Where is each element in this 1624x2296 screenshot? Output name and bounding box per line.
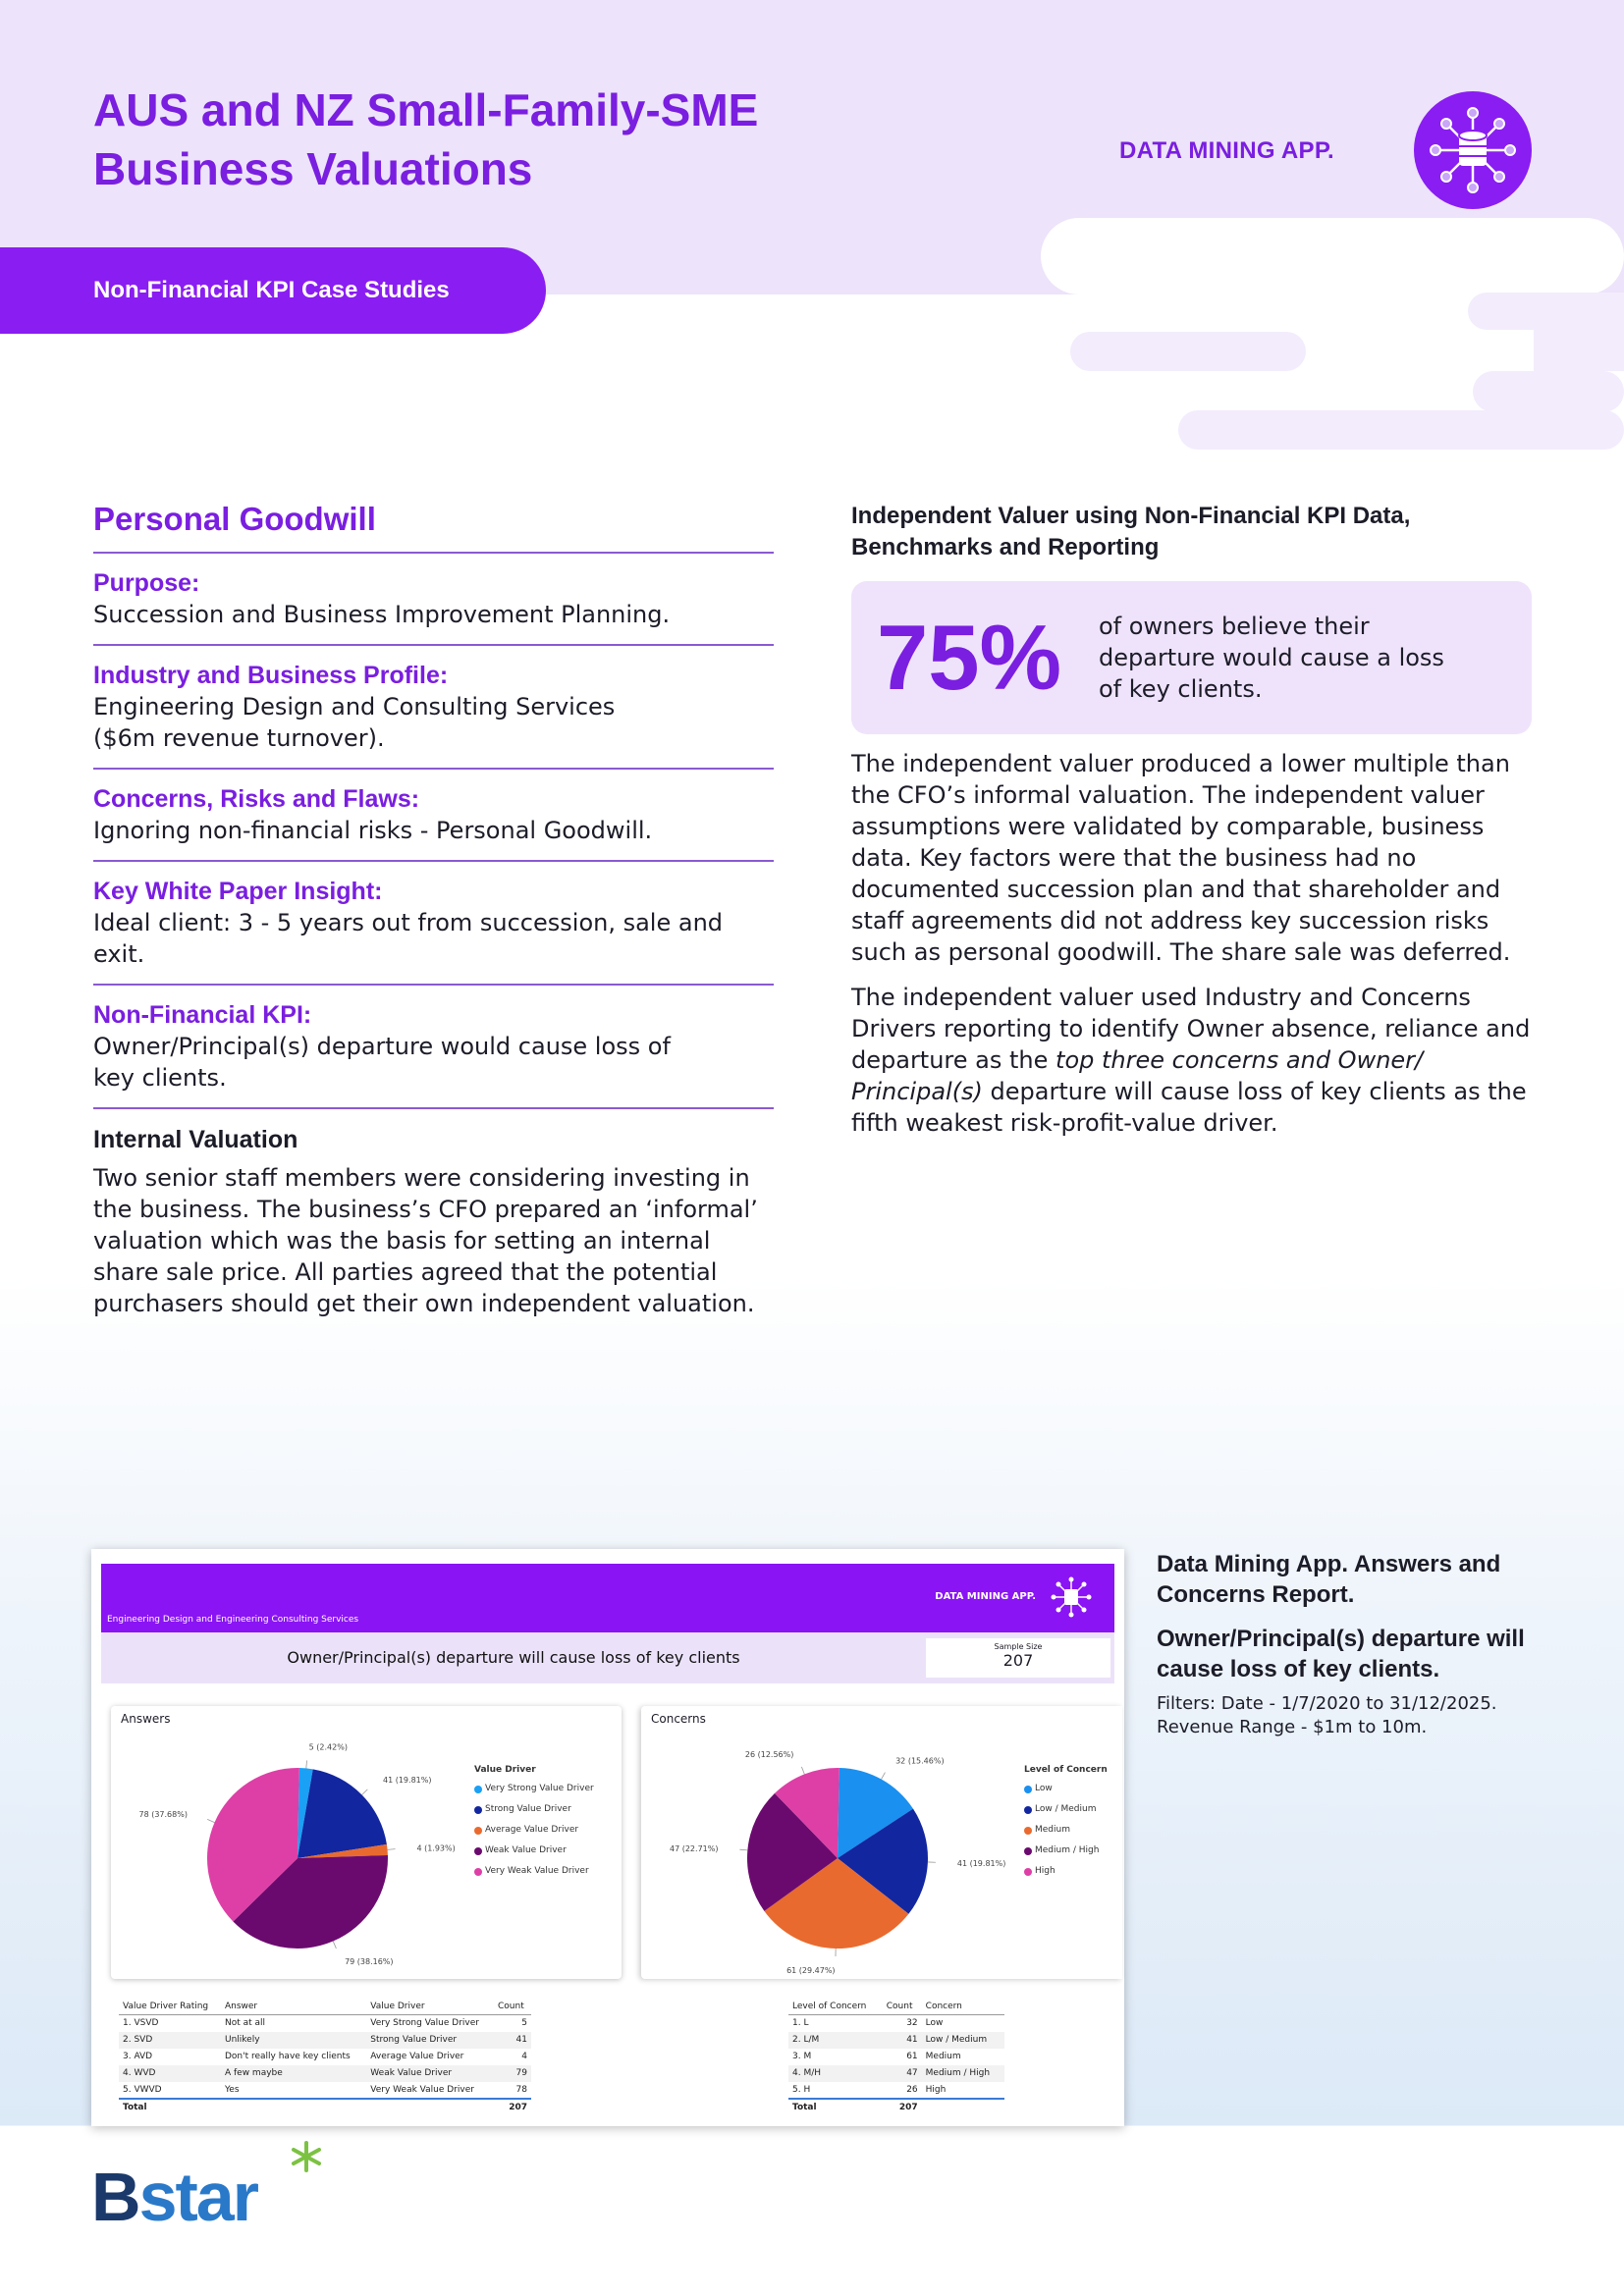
concerns-section <box>93 770 774 862</box>
legend-label: Low / Medium <box>1035 1804 1097 1814</box>
paragraph-2-emphasis: top three concerns and Owner/ Principal(s) <box>851 1046 1424 1105</box>
label-leader-line <box>306 1760 307 1768</box>
internal-valuation-text: Two senior staff members were considering investing in the business. The business’s CFO prepared an ‘informal’ valuation which was the basis for setting an internal share sale price. All parties agreed that the potential purchasers should get their own independent valuation. <box>93 1164 758 1317</box>
legend-swatch <box>474 1868 482 1876</box>
table-cell: Not at all <box>224 2018 266 2029</box>
table-cell: 4. M/H <box>788 2065 883 2082</box>
category-tag: Non-Financial KPI Case Studies <box>0 247 546 334</box>
table-cell: 78 <box>515 2084 527 2095</box>
dashboard-caption <box>1157 1549 1569 1739</box>
section-label: Concerns, Risks and Flaws: <box>93 785 420 813</box>
legend-item[interactable] <box>1024 1841 1108 1861</box>
dashboard-report <box>91 1549 1124 2126</box>
cloud-decoration <box>1534 293 1624 371</box>
sample-size-box <box>926 1638 1110 1678</box>
table-cell: High <box>925 2084 947 2095</box>
app-label: DATA MINING APP. <box>1119 137 1335 164</box>
paragraph-2 <box>851 982 1532 1139</box>
kpi-section <box>93 986 774 1109</box>
purpose-section <box>93 554 774 646</box>
table-cell: Low <box>925 2018 944 2029</box>
pie-data-label: 78 (37.68%) <box>138 1809 188 1819</box>
bstar-logo <box>91 2158 257 2236</box>
table-cell: Yes <box>224 2084 240 2095</box>
section-text: Owner/Principal(s) departure would cause loss of key clients. <box>93 1033 671 1092</box>
table-cell: Total <box>788 2099 883 2115</box>
dashboard-brand: DATA MINING APP. <box>935 1591 1036 1602</box>
table-row <box>119 2032 531 2049</box>
legend-label: High <box>1035 1866 1056 1876</box>
legend-item[interactable] <box>1024 1861 1108 1882</box>
table-row <box>119 2015 531 2032</box>
right-heading: Independent Valuer using Non-Financial KPI Data, Benchmarks and Reporting <box>851 503 1411 561</box>
table-cell: 5. H <box>792 2084 811 2095</box>
cloud-decoration <box>1070 332 1306 371</box>
table-cell: 5 <box>521 2018 527 2029</box>
table-cell: 2. L/M <box>788 2032 883 2049</box>
cloud-decoration <box>1041 218 1624 294</box>
dashboard-header <box>101 1564 1114 1632</box>
table-cell: Unlikely <box>221 2032 366 2049</box>
section-heading: Personal Goodwill <box>93 501 774 554</box>
legend-swatch <box>1024 1868 1032 1876</box>
section-label: Non-Financial KPI: <box>93 1001 312 1029</box>
label-leader-line <box>362 1789 368 1795</box>
table-row <box>119 2065 531 2082</box>
section-text: Ignoring non-financial risks - Personal Goodwill. <box>93 817 653 844</box>
page-title <box>93 80 977 198</box>
pie-data-label: 32 (15.46%) <box>895 1756 945 1766</box>
column-header: Count <box>494 1999 531 2015</box>
table-cell: Low / Medium <box>922 2032 1004 2049</box>
pie-data-label: 41 (19.81%) <box>383 1776 432 1786</box>
pie-data-label: 61 (29.47%) <box>786 1965 836 1975</box>
stat-callout <box>851 581 1532 734</box>
column-header: Answer <box>221 1999 366 2015</box>
concerns-title: Concerns <box>651 1712 706 1726</box>
answers-title: Answers <box>121 1712 171 1726</box>
label-leader-line <box>333 1942 336 1949</box>
table-cell: 4. WVD <box>119 2065 221 2082</box>
legend-swatch <box>474 1847 482 1855</box>
legend-label: Very Strong Value Driver <box>485 1784 594 1793</box>
table-cell: 3. M <box>792 2052 812 2061</box>
section-label: Key White Paper Insight: <box>93 878 383 905</box>
stat-text: of owners believe their departure would cause a loss of key clients. <box>1099 613 1444 703</box>
table-cell: Total <box>119 2099 221 2115</box>
legend-item[interactable] <box>474 1799 594 1820</box>
table-cell: Average Value Driver <box>370 2052 464 2061</box>
cloud-decoration <box>1473 371 1624 412</box>
column-header: Concern <box>922 1999 1004 2015</box>
legend-swatch <box>474 1786 482 1793</box>
legend-item[interactable] <box>1024 1779 1108 1799</box>
caption-subheading: Owner/Principal(s) departure will cause loss of key clients. <box>1157 1626 1525 1682</box>
internal-valuation-heading: Internal Valuation <box>93 1126 298 1153</box>
table-cell: 207 <box>494 2099 531 2115</box>
pie-data-label: 5 (2.42%) <box>308 1742 348 1752</box>
caption-revenue: Revenue Range - $1m to 10m. <box>1157 1717 1428 1737</box>
table-cell: 4 <box>521 2052 527 2061</box>
table-cell: Medium <box>925 2052 961 2061</box>
legend-item[interactable] <box>474 1861 594 1882</box>
legend-items <box>1024 1779 1108 1882</box>
table-cell: 26 <box>906 2084 918 2095</box>
star-icon <box>290 2140 323 2173</box>
page-title-line1: AUS and NZ Small-Family-SME <box>93 84 759 135</box>
table-cell: 2. SVD <box>119 2032 221 2049</box>
caption-filters: Filters: Date - 1/7/2020 to 31/12/2025. <box>1157 1693 1497 1714</box>
table-cell: 1. L <box>792 2018 809 2029</box>
table-cell: Weak Value Driver <box>366 2065 494 2082</box>
legend-swatch <box>1024 1827 1032 1835</box>
legend-item[interactable] <box>1024 1820 1108 1841</box>
column-header: Level of Concern <box>788 1999 883 2015</box>
table-cell: 5. VWVD <box>123 2084 162 2095</box>
concerns-table <box>788 1999 1004 2115</box>
legend-label: Average Value Driver <box>485 1825 579 1835</box>
insight-section <box>93 862 774 986</box>
table-row <box>788 2065 1004 2082</box>
table-cell: 207 <box>883 2099 922 2115</box>
pie-data-label: 47 (22.71%) <box>670 1843 719 1853</box>
pie-data-label: 26 (12.56%) <box>744 1749 794 1759</box>
sample-size-value: 207 <box>1002 1651 1034 1670</box>
concerns-card <box>641 1706 1122 1979</box>
table-cell: Strong Value Driver <box>366 2032 494 2049</box>
section-label: Industry and Business Profile: <box>93 662 449 689</box>
left-column <box>93 501 774 1319</box>
concerns-legend <box>1024 1765 1108 1882</box>
legend-item[interactable] <box>1024 1799 1108 1820</box>
section-label: Purpose: <box>93 569 200 597</box>
industry-profile-section <box>93 646 774 770</box>
column-header: Value Driver Rating <box>119 1999 221 2015</box>
dashboard-title: Owner/Principal(s) departure will cause loss of key clients <box>287 1648 740 1667</box>
table-cell: 47 <box>883 2065 922 2082</box>
database-network-icon <box>1414 91 1532 209</box>
column-header: Value Driver <box>366 1999 494 2015</box>
answers-card <box>111 1706 622 1979</box>
table-row <box>119 2049 531 2065</box>
legend-label: Weak Value Driver <box>485 1845 567 1855</box>
logo-text: star <box>138 2159 257 2235</box>
table-total-row <box>119 2099 531 2115</box>
legend-label: Low <box>1035 1784 1053 1793</box>
table-row <box>788 2082 1004 2099</box>
legend-items <box>474 1779 594 1882</box>
table-cell: 32 <box>906 2018 918 2029</box>
section-text: Engineering Design and Consulting Services ($6m revenue turnover). <box>93 693 616 752</box>
pie-data-label: 41 (19.81%) <box>956 1858 1006 1868</box>
section-text: Ideal client: 3 - 5 years out from succession, sale and exit. <box>93 909 724 968</box>
label-leader-line <box>739 1849 747 1850</box>
page-title-line2: Business Valuations <box>93 143 533 194</box>
legend-item[interactable] <box>474 1820 594 1841</box>
table-row <box>788 2032 1004 2049</box>
pie-data-label: 4 (1.93%) <box>416 1843 456 1853</box>
legend-item[interactable] <box>474 1841 594 1861</box>
answers-pie-chart <box>111 1706 484 1979</box>
pie-slice[interactable] <box>298 1769 387 1858</box>
answers-table <box>119 1999 531 2115</box>
table-cell: 41 <box>494 2032 531 2049</box>
label-leader-line <box>801 1767 804 1774</box>
table-cell: 3. AVD <box>123 2052 153 2061</box>
cloud-decoration <box>1178 410 1624 450</box>
table-cell: Medium / High <box>922 2065 1004 2082</box>
legend-title: Value Driver <box>474 1765 536 1775</box>
table-cell: Very Strong Value Driver <box>370 2018 479 2029</box>
legend-swatch <box>1024 1847 1032 1855</box>
table-cell: 79 <box>494 2065 531 2082</box>
caption-heading: Data Mining App. Answers and Concerns Report. <box>1157 1551 1501 1608</box>
legend-swatch <box>474 1827 482 1835</box>
legend-label: Very Weak Value Driver <box>485 1866 589 1876</box>
legend-item[interactable] <box>474 1779 594 1799</box>
paragraph-2-part: departure will cause loss of key clients as the fifth weakest risk-profit-value driver. <box>851 1078 1527 1137</box>
section-text: Succession and Business Improvement Planning. <box>93 601 671 628</box>
pie-data-label: 79 (38.16%) <box>345 1956 394 1966</box>
label-leader-line <box>388 1849 396 1850</box>
logo-letter: B <box>91 2159 139 2235</box>
legend-swatch <box>1024 1806 1032 1814</box>
dashboard-title-band <box>101 1632 1114 1683</box>
stat-value: 75% <box>877 606 1062 709</box>
legend-label: Medium / High <box>1035 1845 1100 1855</box>
table-cell: A few maybe <box>221 2065 366 2082</box>
table-cell: 41 <box>883 2032 922 2049</box>
concerns-pie-chart <box>641 1706 1034 1979</box>
paragraph-2-part: The independent valuer used Industry and Concerns Drivers reporting to identify Owner absence, reliance and departure as the <box>851 984 1531 1074</box>
legend-label: Strong Value Driver <box>485 1804 571 1814</box>
table-row <box>119 2082 531 2099</box>
table-cell: Very Weak Value Driver <box>370 2084 474 2095</box>
legend-title: Level of Concern <box>1024 1765 1108 1775</box>
sample-size-label: Sample Size <box>994 1642 1043 1651</box>
dashboard-subtitle: Engineering Design and Engineering Consulting Services <box>107 1615 359 1625</box>
table-row <box>788 2015 1004 2032</box>
table-cell: 61 <box>906 2052 918 2061</box>
answers-legend <box>474 1765 594 1882</box>
table-cell: 1. VSVD <box>123 2018 159 2029</box>
column-header: Count <box>883 1999 922 2015</box>
label-leader-line <box>882 1773 886 1780</box>
label-leader-line <box>207 1819 214 1822</box>
table-cell: Don't really have key clients <box>224 2052 351 2061</box>
table-total-row <box>788 2099 1004 2115</box>
right-column <box>851 501 1532 1139</box>
table-row <box>788 2049 1004 2065</box>
paragraph-1: The independent valuer produced a lower multiple than the CFO’s informal valuation. The independent valuer assumptions were validated by comparable, business data. Key factors were that the business had no documented succession plan and that shareholder and staff agreements did not address key succession risks such as personal goodwill. The share sale was deferred. <box>851 750 1511 966</box>
legend-swatch <box>474 1806 482 1814</box>
legend-label: Medium <box>1035 1825 1070 1835</box>
database-network-icon <box>1048 1574 1095 1621</box>
legend-swatch <box>1024 1786 1032 1793</box>
